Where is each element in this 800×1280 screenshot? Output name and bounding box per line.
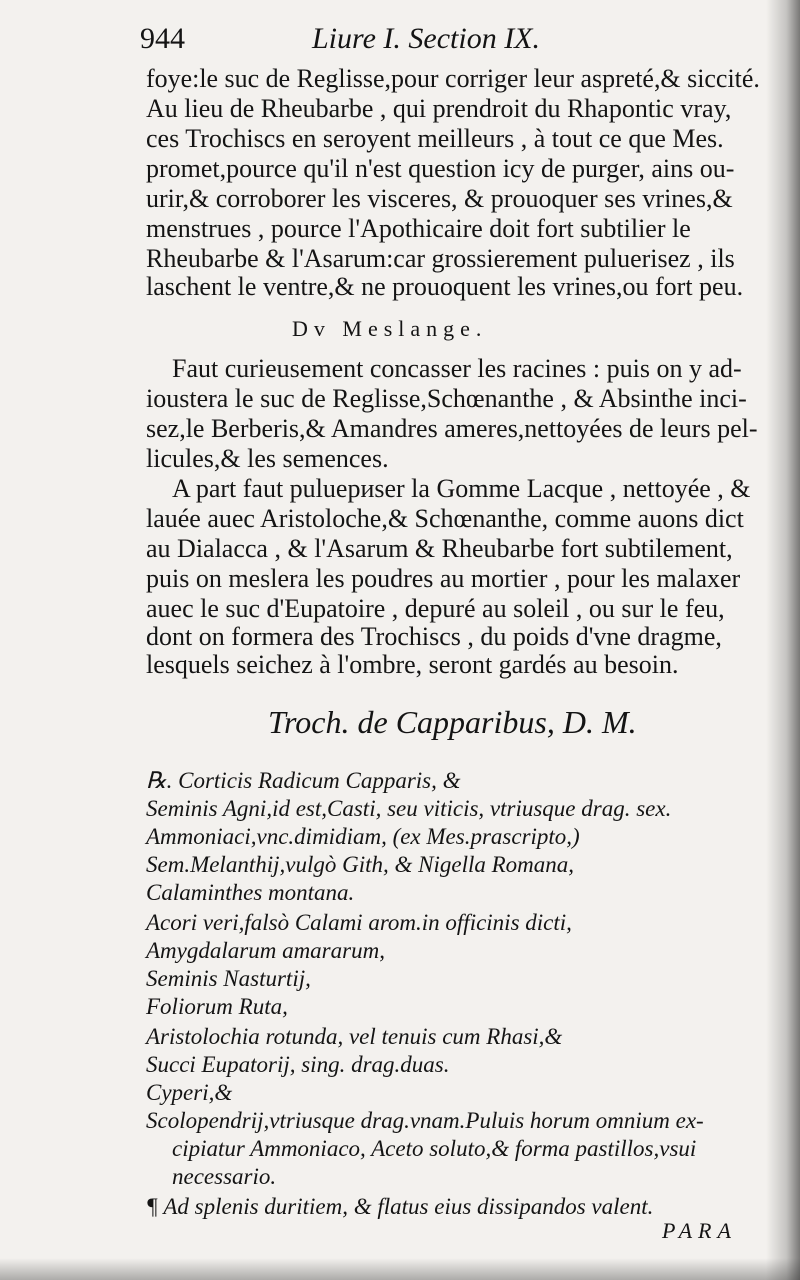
text-line: Au lieu de Rheubarbe , qui prendroit du Rhapontic vray, [146,94,732,123]
recipe-line: ℞. Corticis Radicum Capparis, & [146,768,461,793]
page-edge-shadow [766,0,800,1280]
recipe-line: Cyperi,& [146,1080,233,1105]
text-line: lesquels seichez à l'ombre, seront gardés au besoin. [146,650,679,679]
text-line: ces Trochiscs en seroyent meilleurs , à tout ce que Mes. [146,124,724,153]
running-head [140,22,760,58]
recipe-line: Seminis Nasturtij, [146,966,311,991]
text-line: menstrues , pource l'Apothicaire doit fort subtilier le [146,214,691,243]
recipe-line: Aristolochia rotunda, vel tenuis cum Rhasi,& [146,1024,563,1049]
text-line: laschent le ventre,& ne prouoquent les vrines,ou fort peu. [146,272,744,301]
text-line: A part faut puluериser la Gomme Lacque , nettoyée , & [172,474,751,503]
page-number: 944 [140,22,185,55]
text-line: ioustera le suc de Reglisse,Schœnanthe , & Absinthe inci- [146,384,747,413]
text-line: Rheubarbe & l'Asarum:car grossierement puluerisez , ils [146,244,735,273]
text-line: promet,pource qu'il n'est question icy de purger, ains ou- [146,154,735,183]
recipe-line: Seminis Agni,id est,Casti, seu viticis, vtriusque drag. sex. [146,796,672,821]
text-line: puis on meslera les poudres au mortier , pour les malaxer [146,564,741,593]
recipe-line: Calaminthes montana. [146,880,355,905]
page-bottom-shadow [0,1258,800,1280]
text-line: auec le suc d'Eupatoire , depuré au soleil , ou sur le feu, [146,594,725,623]
recipe-line: Sem.Melanthij,vulgò Gith, & Nigella Romana, [146,852,575,877]
text-line: au Dialacca , & l'Asarum & Rheubarbe fort subtilement, [146,534,733,563]
running-head-title: Liure I. Section IX. [312,22,541,55]
text-line: licules,& les semences. [146,444,389,473]
text-line: lauée auec Aristoloche,& Schœnanthe, comme auons dict [146,504,744,533]
text-line: sez,le Berberis,& Amandres ameres,nettoyées de leurs pel- [146,414,758,443]
section-heading: Dv Meslange. [292,316,488,341]
catchword: PARA [662,1218,737,1243]
text-line: Faut curieusement concasser les racines : puis on y ad- [172,354,742,383]
recipe-line: necessario. [172,1164,277,1189]
text-line: urir,& corroborer les visceres, & prouoquer ses vrines,& [146,184,733,213]
recipe-line: Acori veri,falsò Calami arom.in officinis dicti, [146,910,572,935]
recipe-line: ¶ Ad splenis duritiem, & flatus eius dissipandos valent. [146,1194,654,1219]
recipe-line: Ammoniaci,vnc.dimidiam, (ex Mes.prascripto,) [146,824,580,849]
recipe-line: cipiatur Ammoniaco, Aceto soluto,& forma pastillos,vsui [172,1136,697,1161]
text-line: dont on formera des Trochiscs , du poids d'vne dragme, [146,622,722,651]
recipe-line: Foliorum Ruta, [146,994,288,1019]
recipe-title: Troch. de Capparibus, D. M. [268,704,637,740]
recipe-line: Scolopendrij,vtriusque drag.vnam.Puluis horum omnium ex- [146,1108,704,1133]
text-line: foye:le suc de Reglisse,pour corriger leur aspreté,& siccité. [146,64,760,93]
recipe-line: Succi Eupatorij, sing. drag.duas. [146,1052,450,1077]
recipe-line: Amygdalarum amararum, [146,938,385,963]
